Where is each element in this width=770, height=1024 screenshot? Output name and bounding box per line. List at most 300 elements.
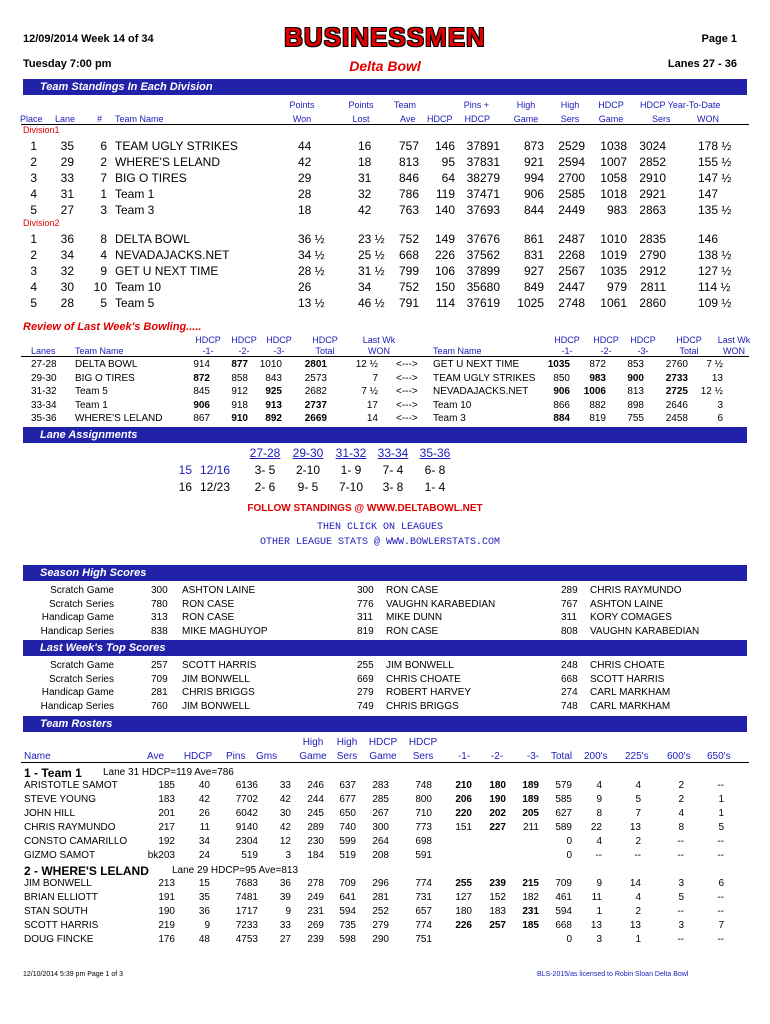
- standings-cell: 1025: [517, 296, 544, 310]
- column-header: #: [97, 114, 103, 124]
- score-cell: 808: [561, 625, 578, 637]
- player-cell: 3: [285, 850, 291, 861]
- column-header: HDCP: [408, 737, 438, 748]
- player-cell: 585: [555, 794, 572, 805]
- player-cell: 774: [415, 878, 432, 889]
- column-header: HDCP: [427, 114, 453, 124]
- player-cell: 14: [629, 878, 641, 889]
- standings-cell: 757: [398, 139, 419, 153]
- week-date: 12/23: [199, 480, 230, 494]
- bowler-name: RON CASE: [386, 625, 439, 637]
- standings-cell: 42: [298, 155, 312, 169]
- review-cell: <--->: [396, 372, 418, 384]
- bowler-name: ROBERT HARVEY: [386, 687, 472, 698]
- review-cell: 2760: [665, 359, 688, 370]
- player-cell: 594: [339, 906, 356, 917]
- review-cell: 31-32: [31, 386, 57, 397]
- lane-pair: 2- 6: [254, 480, 276, 494]
- player-cell: 151: [455, 822, 472, 833]
- player-cell: 2: [635, 906, 641, 917]
- review-cell: 906: [553, 386, 570, 397]
- standings-cell: 32: [60, 264, 74, 278]
- player-cell: 22: [590, 822, 602, 833]
- column-header: WON: [368, 346, 390, 356]
- standings-cell: 813: [398, 155, 419, 169]
- standings-cell: 135 ½: [698, 203, 732, 217]
- rosters-band: Team Rosters: [23, 716, 747, 732]
- player-cell: --: [677, 836, 684, 847]
- standings-cell: 109 ½: [698, 296, 732, 310]
- review-cell: 858: [231, 372, 248, 384]
- follow-link[interactable]: FOLLOW STANDINGS @ WWW.DELTABOWL.NET: [247, 503, 483, 514]
- column-header: Total: [315, 346, 335, 356]
- player-cell: 231: [307, 906, 324, 917]
- player-cell: 591: [415, 850, 432, 861]
- review-cell: 29-30: [31, 372, 57, 384]
- column-header: Team Name: [433, 346, 482, 356]
- bowler-name: JIM BONWELL: [182, 673, 250, 685]
- lane-pair: 7-10: [338, 480, 364, 494]
- player-cell: 189: [522, 794, 539, 805]
- standings-cell: 37676: [466, 232, 500, 246]
- player-name: CONSTO CAMARILLO: [24, 836, 128, 847]
- player-cell: 589: [555, 822, 572, 833]
- score-cell: 248: [561, 660, 578, 671]
- column-header: -1-: [561, 346, 573, 356]
- player-cell: 709: [339, 878, 356, 889]
- standings-cell: 2529: [558, 139, 585, 153]
- player-name: CHRIS RAYMUNDO: [24, 822, 116, 833]
- column-header: Last Wk: [717, 335, 751, 345]
- review-cell: 877: [231, 359, 248, 370]
- score-cell: 257: [151, 660, 168, 671]
- player-cell: 205: [522, 808, 539, 819]
- standings-cell: 1010: [600, 232, 627, 246]
- standings-cell: 1058: [600, 171, 627, 185]
- player-cell: 24: [198, 850, 210, 861]
- standings-cell: 13 ½: [298, 296, 325, 310]
- standings-cell: 873: [523, 139, 544, 153]
- standings-cell: 2567: [558, 264, 585, 278]
- lane-pair-header: 35-36: [419, 446, 451, 460]
- review-cell: 898: [627, 399, 644, 411]
- score-cell: 669: [357, 673, 374, 685]
- bowler-name: CHRIS CHOATE: [386, 673, 461, 685]
- column-header: High: [336, 737, 358, 748]
- player-cell: 42: [279, 822, 291, 833]
- standings-cell: 18: [358, 155, 372, 169]
- player-cell: 208: [372, 850, 389, 861]
- standings-cell: 29: [298, 171, 312, 185]
- standings-cell: 844: [523, 203, 544, 217]
- standings-cell: 3: [30, 171, 37, 185]
- standings-cell: 37562: [466, 248, 500, 262]
- standings-cell: 28: [60, 296, 74, 310]
- column-header: HDCP: [183, 751, 213, 762]
- player-cell: 657: [415, 906, 432, 917]
- player-cell: 519: [241, 850, 258, 861]
- other-stats-link[interactable]: OTHER LEAGUE STATS @ WWW.BOWLERSTATS.COM: [259, 537, 501, 548]
- review-cell: 7 ½: [706, 359, 723, 370]
- lane-pair-header: 29-30: [292, 446, 324, 460]
- standings-cell: 2811: [640, 280, 666, 294]
- week-number: 16: [178, 480, 192, 494]
- player-cell: 219: [158, 920, 175, 931]
- column-header: Ave: [147, 751, 165, 762]
- player-cell: 8: [596, 808, 602, 819]
- player-cell: 202: [489, 808, 506, 819]
- review-cell: 12 ½: [700, 386, 723, 397]
- review-cell: 17: [366, 399, 378, 411]
- player-cell: 12: [279, 836, 291, 847]
- standings-cell: 44: [298, 139, 312, 153]
- player-cell: 180: [455, 906, 472, 917]
- player-cell: 245: [307, 808, 324, 819]
- review-cell: 853: [627, 359, 644, 370]
- player-cell: 210: [455, 780, 472, 791]
- day-time: Tuesday 7:00 pm: [23, 58, 112, 70]
- standings-cell: 3: [30, 264, 37, 278]
- player-cell: 0: [566, 836, 572, 847]
- score-category: Scratch Game: [50, 585, 114, 596]
- bowler-name: ASHTON LAINE: [182, 585, 256, 596]
- standings-cell: 155 ½: [698, 155, 732, 169]
- column-header: 600's: [667, 751, 691, 762]
- review-cell: <--->: [396, 359, 418, 370]
- bowler-name: MIKE MAGHUYOP: [182, 625, 268, 637]
- column-header: HDCP: [231, 335, 257, 345]
- standings-cell: 127 ½: [698, 264, 732, 278]
- standings-cell: 4: [30, 280, 37, 294]
- standings-cell: 752: [398, 232, 419, 246]
- player-cell: 579: [555, 780, 572, 791]
- team-name: Team 3: [433, 413, 466, 424]
- standings-cell: 37891: [466, 139, 500, 153]
- page-number: Page 1: [701, 33, 737, 45]
- player-cell: 267: [372, 808, 389, 819]
- player-cell: 249: [307, 892, 324, 903]
- player-cell: 6136: [235, 780, 258, 791]
- column-header: -1-: [457, 751, 471, 762]
- score-cell: 313: [151, 612, 168, 623]
- player-cell: 255: [455, 878, 472, 889]
- player-cell: 185: [522, 920, 539, 931]
- player-cell: 30: [279, 808, 291, 819]
- player-cell: 461: [555, 892, 572, 903]
- standings-cell: 4: [30, 187, 37, 201]
- lanes-range: Lanes 27 - 36: [667, 58, 737, 70]
- review-cell: 884: [553, 413, 570, 424]
- player-cell: 239: [489, 878, 506, 889]
- player-cell: --: [717, 850, 724, 861]
- score-cell: 311: [357, 612, 373, 623]
- column-header: HDCP: [464, 114, 490, 124]
- standings-cell: 3024: [639, 139, 666, 153]
- player-cell: 36: [198, 906, 210, 917]
- standings-cell: 36 ½: [298, 232, 325, 246]
- player-name: SCOTT HARRIS: [24, 920, 99, 931]
- column-header: Sers: [412, 751, 434, 762]
- player-cell: --: [677, 906, 684, 917]
- team-name: Team 10: [433, 399, 472, 411]
- standings-cell: 27: [60, 203, 74, 217]
- lane-pair-header: 31-32: [335, 446, 367, 460]
- player-cell: 34: [198, 836, 210, 847]
- column-header: HDCP: [195, 335, 221, 345]
- standings-band: Team Standings In Each Division: [23, 79, 747, 95]
- player-cell: 42: [198, 794, 210, 805]
- team-name: DELTA BOWL: [75, 359, 138, 370]
- player-cell: --: [717, 780, 724, 791]
- bowler-name: MIKE DUNN: [386, 612, 443, 623]
- standings-cell: 18: [298, 203, 312, 217]
- date-week: 12/09/2014 Week 14 of 34: [23, 33, 154, 45]
- standings-cell: 4: [100, 248, 107, 262]
- review-cell: 13: [711, 372, 723, 384]
- team-title: 2 - WHERE'S LELAND: [24, 864, 149, 878]
- score-cell: 748: [561, 700, 578, 712]
- player-cell: 283: [372, 780, 389, 791]
- review-cell: 14: [366, 413, 378, 424]
- lane-pair-header: 27-28: [249, 446, 281, 460]
- player-cell: 710: [415, 808, 432, 819]
- column-header: HDCP: [554, 335, 580, 345]
- standings-cell: 2860: [639, 296, 666, 310]
- division-label: Division1: [23, 125, 60, 135]
- team-name: Team 1: [75, 399, 108, 411]
- week-number: 15: [178, 463, 192, 477]
- score-cell: 776: [357, 598, 374, 610]
- column-header: Team: [394, 100, 417, 110]
- player-cell: 190: [489, 794, 506, 805]
- column-header: -1-: [202, 346, 214, 356]
- standings-cell: 1061: [600, 296, 627, 310]
- review-cell: 1035: [547, 359, 570, 370]
- standings-cell: 64: [441, 171, 455, 185]
- player-name: JOHN HILL: [24, 808, 76, 819]
- player-cell: 290: [372, 934, 389, 945]
- player-cell: --: [717, 892, 724, 903]
- player-cell: 252: [372, 906, 389, 917]
- player-cell: 2304: [235, 836, 258, 847]
- player-cell: 3: [678, 920, 684, 931]
- review-cell: 872: [589, 359, 606, 370]
- standings-cell: 140: [434, 203, 455, 217]
- column-header: Won: [292, 114, 312, 124]
- review-cell: 882: [589, 399, 606, 411]
- standings-cell: 7: [100, 171, 107, 185]
- column-header: Team Name: [115, 114, 164, 124]
- player-cell: 215: [522, 878, 539, 889]
- score-cell: 274: [561, 687, 578, 698]
- review-cell: 850: [553, 372, 570, 384]
- player-cell: 5: [718, 822, 724, 833]
- standings-cell: 2487: [558, 232, 585, 246]
- score-category: Handicap Series: [40, 700, 114, 712]
- column-header: Points: [289, 100, 315, 110]
- review-cell: 1006: [583, 386, 606, 397]
- review-cell: 2801: [304, 359, 327, 370]
- team-name: Team 5: [75, 386, 108, 397]
- player-cell: 0: [566, 934, 572, 945]
- player-cell: 279: [372, 920, 389, 931]
- team-name: Team 5: [115, 296, 155, 310]
- column-header: Pins +: [463, 100, 489, 110]
- player-name: ARISTOTLE SAMOT: [24, 780, 118, 791]
- review-cell: 2458: [665, 413, 688, 424]
- player-cell: 748: [415, 780, 432, 791]
- column-header: Points: [348, 100, 374, 110]
- column-header: Lanes: [31, 346, 56, 356]
- column-header: Last Wk: [362, 335, 396, 345]
- review-cell: 2573: [304, 372, 327, 384]
- player-cell: 231: [522, 906, 539, 917]
- bowler-name: CHRIS CHOATE: [590, 660, 665, 671]
- score-cell: 767: [561, 598, 578, 610]
- player-cell: 211: [523, 822, 539, 833]
- player-cell: --: [717, 836, 724, 847]
- standings-cell: 114 ½: [698, 280, 731, 294]
- standings-cell: 38279: [466, 171, 500, 185]
- player-cell: 35: [198, 892, 210, 903]
- player-cell: 4753: [235, 934, 258, 945]
- player-cell: 7702: [235, 794, 258, 805]
- team-name: DELTA BOWL: [115, 232, 190, 246]
- standings-cell: 2449: [558, 203, 585, 217]
- standings-cell: 28: [298, 187, 312, 201]
- column-header: HDCP: [598, 100, 624, 110]
- player-cell: 1: [718, 808, 724, 819]
- score-cell: 281: [151, 687, 168, 698]
- standings-cell: 10: [93, 280, 107, 294]
- player-cell: 289: [307, 822, 324, 833]
- standings-cell: 1019: [600, 248, 627, 262]
- player-cell: 39: [279, 892, 291, 903]
- player-cell: 13: [629, 822, 641, 833]
- player-cell: 709: [555, 878, 572, 889]
- player-cell: 226: [455, 920, 472, 931]
- player-cell: 7481: [235, 892, 258, 903]
- standings-cell: 861: [523, 232, 544, 246]
- player-cell: 281: [372, 892, 389, 903]
- player-cell: 278: [307, 878, 324, 889]
- standings-cell: 26: [298, 280, 312, 294]
- player-cell: 7233: [235, 920, 258, 931]
- player-name: STEVE YOUNG: [24, 794, 97, 805]
- team-name: WHERE'S LELAND: [115, 155, 220, 169]
- review-cell: 813: [627, 386, 644, 397]
- column-header: Game: [299, 751, 327, 762]
- player-cell: 4: [678, 808, 684, 819]
- column-header: HDCP: [266, 335, 292, 345]
- player-cell: 246: [307, 780, 324, 791]
- standings-cell: 37619: [466, 296, 500, 310]
- score-cell: 780: [151, 598, 168, 610]
- player-cell: 239: [307, 934, 324, 945]
- standings-cell: 138 ½: [698, 248, 732, 262]
- bowler-name: RON CASE: [182, 598, 235, 610]
- standings-cell: 35680: [466, 280, 500, 294]
- review-cell: 7 ½: [361, 386, 378, 397]
- standings-cell: 46 ½: [358, 296, 385, 310]
- standings-cell: 927: [523, 264, 544, 278]
- team-name: TEAM UGLY STRIKES: [115, 139, 238, 153]
- score-category: Handicap Game: [41, 687, 114, 698]
- player-cell: 36: [279, 878, 291, 889]
- standings-cell: 2921: [639, 187, 666, 201]
- standings-cell: 2268: [558, 248, 585, 262]
- score-cell: 300: [357, 585, 374, 596]
- player-cell: 13: [590, 920, 602, 931]
- standings-cell: 5: [30, 203, 37, 217]
- standings-cell: 2910: [639, 171, 666, 185]
- standings-cell: 1: [30, 232, 37, 246]
- bowler-name: JIM BONWELL: [386, 660, 454, 671]
- column-header: High: [302, 737, 324, 748]
- review-cell: 906: [193, 399, 210, 411]
- player-cell: 220: [455, 808, 472, 819]
- player-cell: 227: [489, 822, 506, 833]
- player-cell: 5: [678, 892, 684, 903]
- column-header: Lane: [55, 114, 76, 124]
- player-cell: 0: [566, 850, 572, 861]
- standings-cell: 35: [60, 139, 74, 153]
- column-header: HDCP: [312, 335, 338, 345]
- review-heading: Review of Last Week's Bowling.....: [23, 321, 202, 333]
- standings-cell: 979: [606, 280, 627, 294]
- team-info: Lane 29 HDCP=95 Ave=813: [172, 865, 299, 876]
- column-header: Sers: [652, 114, 671, 124]
- column-header: Lost: [352, 114, 370, 124]
- standings-cell: 37899: [466, 264, 500, 278]
- player-cell: 48: [198, 934, 210, 945]
- player-cell: 6: [718, 878, 724, 889]
- standings-cell: 799: [398, 264, 419, 278]
- score-category: Scratch Game: [50, 660, 114, 671]
- player-cell: 4: [635, 892, 641, 903]
- standings-cell: 31: [358, 171, 372, 185]
- column-header: -3-: [637, 346, 649, 356]
- score-category: Handicap Game: [41, 612, 114, 623]
- bowler-name: SCOTT HARRIS: [590, 673, 665, 685]
- player-cell: 217: [158, 822, 175, 833]
- score-cell: 760: [151, 700, 168, 712]
- player-cell: 182: [522, 892, 539, 903]
- standings-cell: 34: [60, 248, 74, 262]
- review-cell: 910: [231, 413, 248, 424]
- column-header: Team Name: [75, 346, 124, 356]
- standings-cell: 2585: [558, 187, 585, 201]
- review-cell: 925: [265, 386, 282, 397]
- player-cell: 213: [158, 878, 175, 889]
- standings-cell: 846: [398, 171, 419, 185]
- player-cell: 735: [339, 920, 356, 931]
- bowler-name: RON CASE: [386, 585, 439, 596]
- player-cell: 264: [372, 836, 389, 847]
- lane-pair: 7- 4: [382, 463, 404, 477]
- player-name: DOUG FINCKE: [24, 934, 94, 945]
- player-cell: --: [595, 850, 602, 861]
- footer-left: 12/10/2014 5:39 pm Page 1 of 3: [23, 971, 124, 978]
- player-cell: 201: [158, 808, 175, 819]
- player-cell: 4: [596, 780, 602, 791]
- player-cell: 42: [279, 794, 291, 805]
- score-category: Scratch Series: [48, 673, 114, 685]
- standings-cell: 994: [523, 171, 544, 185]
- standings-cell: 149: [434, 232, 455, 246]
- column-header: High: [560, 100, 580, 110]
- score-cell: 749: [357, 700, 374, 712]
